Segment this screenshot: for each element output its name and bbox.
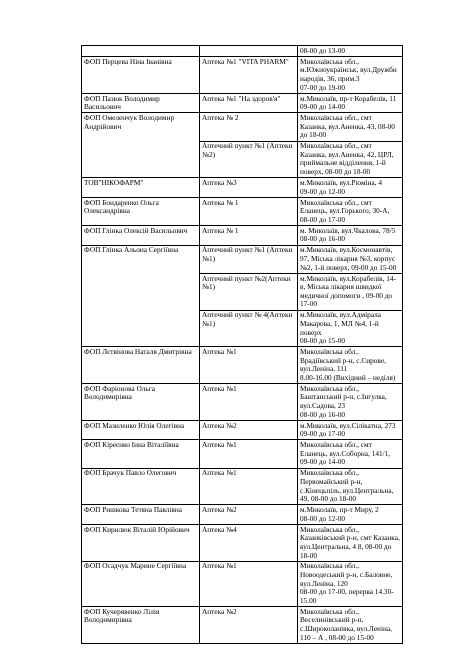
pharmacy-cell: Аптека №3 xyxy=(200,178,298,198)
entity-cell: ФОП Глінка Альона Сергіївна xyxy=(82,245,200,347)
entity-cell: ФОП Ришкова Тетяна Павлівна xyxy=(82,505,200,525)
address-hours-cell: Миколаївська обл., Первомайський р-н, с.Кінецьпіль, вул.Центральна, 49, 08-00 до 18-00 xyxy=(298,468,403,505)
entity-cell: ТОВ"НІКОФАРМ" xyxy=(82,178,200,198)
table-row xyxy=(82,468,403,505)
pharmacy-cell: Аптека №2 xyxy=(200,607,298,644)
pharmacy-cell: Аптека № 2 xyxy=(200,113,298,141)
pharmacy-cell xyxy=(200,46,298,57)
pharmacy-cell: Аптека №1 xyxy=(200,561,298,606)
entity-cell: ФОП Перцева Ніна Іванівна xyxy=(82,56,200,93)
address-hours-cell: Миколаївська обл., Врадіївський р-н, с.Сирове, вул.Леніна, 111 8.00-16.00 (Вихідний – неділя) xyxy=(298,347,403,384)
pharmacy-cell: Аптечний пункт №2(Аптеки №1) xyxy=(200,273,298,310)
entity-cell: ФОП Кучерявенко Лілія Володимирівна xyxy=(82,607,200,644)
pharmacy-cell: Аптека №1 "На здоров'я" xyxy=(200,93,298,113)
address-hours-cell: м.Миколаїв, вул.Сілікатна, 273 09-00 до 17-00 xyxy=(298,420,403,440)
pharmacy-cell: Аптека № 1 xyxy=(200,197,298,225)
address-hours-cell: м.Миколаїв, пр-т Корабелів, 11 09-00 до 14-00 xyxy=(298,93,403,113)
table-row xyxy=(82,56,403,93)
entity-cell: ФОП Брачук Павло Олегович xyxy=(82,468,200,505)
table-row xyxy=(82,197,403,225)
address-hours-cell: Миколаївська обл., смт Еланець, вул.Соборна, 141/1, 09-00 до 14-00 xyxy=(298,440,403,468)
entity-cell: ФОП Бондаренко Ольга Олександрівна xyxy=(82,197,200,225)
address-hours-cell: Миколаївська обл., смт Еланець, вул.Горького, 30-А, 08-00 до 17-00 xyxy=(298,197,403,225)
table-row xyxy=(82,245,403,273)
entity-cell: ФОП Кирилюк Віталій Юрійович xyxy=(82,524,200,561)
table-row xyxy=(82,226,403,246)
pharmacy-cell: Аптека № 1 xyxy=(200,226,298,246)
entity-cell: ФОП Глінка Олексій Васильович xyxy=(82,226,200,246)
table-row xyxy=(82,178,403,198)
pharmacy-cell: Аптека №2 xyxy=(200,505,298,525)
table-row xyxy=(82,46,403,57)
pharmacy-cell: Аптека №1 xyxy=(200,468,298,505)
table-row xyxy=(82,93,403,113)
address-hours-cell: Миколаївська обл., Веселинівський р-н, с.Широколанівка, вул.Леніна, 110 – А , 08-00 до 15-00 xyxy=(298,607,403,644)
entity-cell: ФОП Лєтвінова Наталя Дмитрівна xyxy=(82,347,200,384)
table-row xyxy=(82,505,403,525)
address-hours-cell: Миколаївська обл., Баштанський р-н, с.Інгулка, вул.Садова, 23 08-00 до 16-00 xyxy=(298,384,403,421)
table-row xyxy=(82,524,403,561)
entity-cell: ФОП Мазиленко Юлія Олегівна xyxy=(82,420,200,440)
pharmacy-cell: Аптека №1 "VITA PHARM" xyxy=(200,56,298,93)
pharmacy-cell: Аптека №2 xyxy=(200,420,298,440)
address-hours-cell: Миколаївська обл., смт Казанка, вул.Аненка, 42, ЦРЛ, приймальне відділення, 1-й поверх, 08-00 до 18-00 xyxy=(298,141,403,178)
entity-cell: ФОП Осадчук Марине Сергіївна xyxy=(82,561,200,606)
address-hours-cell: м.Миколаїв, вул.Адмірала Макарова, 1, МЛ №4, 1-й поверх 08-00 до 15-00 xyxy=(298,310,403,347)
entity-cell: ФОП Пазюк Володимир Васильович xyxy=(82,93,200,113)
table-row xyxy=(82,440,403,468)
address-hours-cell: м.Миколаїв, вул.Рюміна, 4 09-00 до 12-00 xyxy=(298,178,403,198)
pharmacy-cell: Аптека №4 xyxy=(200,524,298,561)
table-row xyxy=(82,561,403,606)
address-hours-cell: м. Миколаїв, вул.Чкалова, 78/5 08-00 до 16-00 xyxy=(298,226,403,246)
address-hours-cell: 08-00 до 13-00 xyxy=(298,46,403,57)
address-hours-cell: Миколаївська обл., м.Южноукраїнськ, вул.Дружби народів, 36, прим.3 07-00 до 19-00 xyxy=(298,56,403,93)
table-row xyxy=(82,607,403,644)
address-hours-cell: м.Миколаїв, пр-т Миру, 2 08-00 до 12-00 xyxy=(298,505,403,525)
entity-cell: ФОП Омеленчук Володимир Андрійович xyxy=(82,113,200,178)
address-hours-cell: м.Миколаїв, вул.Корабелів, 14-в, Міська лікарня швидкої медичної допомоги , 09-00 до 17-00 xyxy=(298,273,403,310)
entity-cell xyxy=(82,46,200,57)
address-hours-cell: Миколаївська обл., смт Казанка, вул.Аненка, 43, 08-00 до 18-00 xyxy=(298,113,403,141)
address-hours-cell: Миколаївська обл., Новоодеський р-н, с.Баловне, вул.Леніна, 120 08-00 до 17-00, перерва 14.30-15.00 xyxy=(298,561,403,606)
entity-cell: ФОП Кіреєнко Інна Віталіївна xyxy=(82,440,200,468)
pharmacy-cell: Аптечний пункт №1 (Аптеки №2) xyxy=(200,141,298,178)
table-row xyxy=(82,347,403,384)
pharmacy-table xyxy=(81,45,403,644)
pharmacy-cell: Аптека №1 xyxy=(200,347,298,384)
pharmacy-cell: Аптека №1 xyxy=(200,440,298,468)
pharmacy-cell: Аптечний пункт № 4(Аптеки №1) xyxy=(200,310,298,347)
pharmacy-cell: Аптечний пункт №1 (Аптеки №1) xyxy=(200,245,298,273)
table-row xyxy=(82,420,403,440)
pharmacy-cell: Аптека №1 xyxy=(200,384,298,421)
address-hours-cell: Миколаївська обл., Казанківський р-н, смт Казанка, вул.Центральна, 4 8, 08-00 до 18-00 xyxy=(298,524,403,561)
pharmacy-table-body xyxy=(82,46,403,644)
address-hours-cell: м.Миколаїв, вул.Космонавтів, 97, Міська лікарня №3, корпус №2, 1-й поверх, 09-00 до 15-00 xyxy=(298,245,403,273)
table-row xyxy=(82,384,403,421)
table-row xyxy=(82,113,403,141)
entity-cell: ФОП Фаріонова Ольга Володимирівна xyxy=(82,384,200,421)
